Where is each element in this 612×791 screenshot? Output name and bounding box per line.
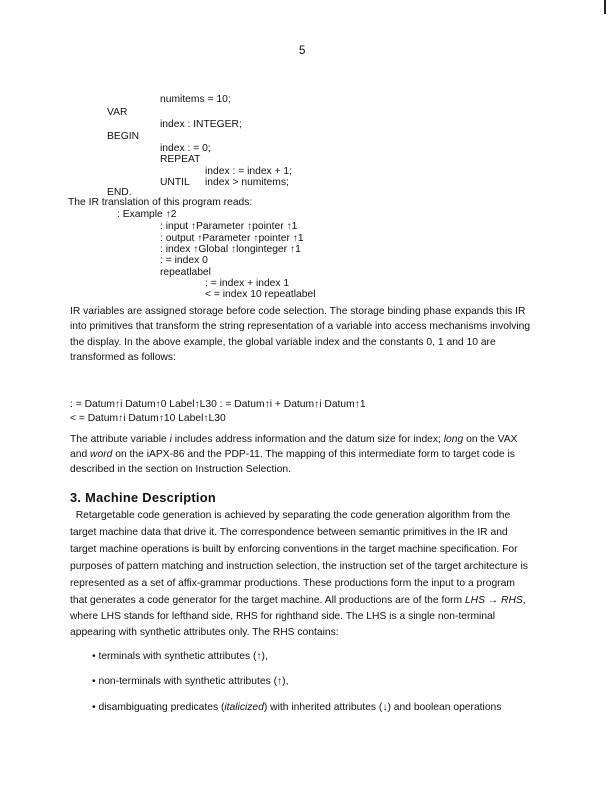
datum-line: : = Datum↑i Datum↑0 Label↑L30 : = Datum↑i + Datum↑i Datum↑1 — [70, 399, 366, 410]
text: and — [70, 449, 91, 460]
text: The attribute variable — [70, 434, 170, 445]
text-line: target machine data that drive it. The correspondence between semantic primitives in the IR and — [70, 527, 508, 538]
bullet-item: • terminals with synthetic attributes (↑), — [92, 651, 268, 662]
italic-text: i — [169, 434, 172, 445]
text-line: described in the section on Instruction Selection. — [70, 464, 291, 475]
datum-line: < = Datum↑i Datum↑10 Label↑L30 — [70, 413, 226, 424]
code-line: index > numitems; — [205, 177, 289, 188]
text: ) with inherited attributes (↓) and boolean operations — [263, 702, 502, 713]
code-line: UNTIL — [160, 177, 190, 188]
text-line: appearing with synthetic attributes only. The RHS contains: — [70, 627, 339, 638]
text-line: purposes of pattern matching and instruction selection, the instruction set of the target architecture is — [70, 561, 528, 572]
section-heading: 3. Machine Description — [70, 490, 216, 505]
ir-line: : output ↑Parameter ↑pointer ↑1 — [160, 233, 304, 244]
page-number: 5 — [299, 45, 306, 57]
bullet-item — [92, 702, 501, 714]
code-line: REPEAT — [160, 154, 201, 165]
text-line: Retargetable code generation is achieved by separating the code generation algorithm from the — [70, 510, 511, 521]
italic-text: LHS → RHS — [464, 595, 523, 606]
italic-text: word — [90, 449, 113, 460]
text: includes address information and the datum size for index; — [171, 434, 444, 445]
text-line — [70, 595, 526, 607]
code-line: END. — [107, 187, 132, 198]
ir-line: : = index 0 — [160, 255, 208, 266]
text-line: into primitives that transform the string representation of a variable into access mechanisms involving — [70, 321, 531, 332]
text-line — [70, 434, 517, 446]
text: that generates a code generator for the target machine. All productions are of the form — [70, 595, 465, 606]
text-line: IR variables are assigned storage before code selection. The storage binding phase expands this IR — [70, 306, 526, 317]
ir-line: repeatlabel — [160, 267, 211, 278]
code-line: index : = index + 1; — [205, 166, 293, 177]
ir-line: : index ↑Global ↑longinteger ↑1 — [160, 244, 301, 255]
ir-line: : = index + index 1 — [205, 278, 290, 289]
text-line: represented as a set of affix-grammar productions. These productions form the input to a program — [70, 578, 515, 589]
italic-text: italicized — [224, 702, 264, 713]
code-line: numitems = 10; — [160, 94, 231, 105]
text-line: target machine operations is built by enforcing conventions in the target machine specification. For — [70, 544, 518, 555]
text-line: where LHS stands for lefthand side, RHS for righthand side. The LHS is a single non-terminal — [70, 611, 496, 622]
code-line: BEGIN — [107, 131, 140, 142]
text: , — [522, 595, 526, 606]
ir-line: < = index 10 repeatlabel — [205, 289, 316, 300]
code-line: index : INTEGER; — [160, 119, 242, 130]
bullet-item: • non-terminals with synthetic attributes (↑), — [92, 676, 289, 687]
ir-line: : Example ↑2 — [117, 209, 177, 220]
text-line: the display. In the above example, the global variable index and the constants 0, 1 and 10 are — [70, 337, 496, 348]
ir-intro: The IR translation of this program reads: — [68, 197, 253, 208]
italic-text: long — [443, 434, 464, 445]
code-line: VAR — [107, 107, 128, 118]
text-line — [70, 449, 515, 461]
text: on the iAPX-86 and the PDP-11. The mapping of this intermediate form to target code is — [112, 449, 515, 460]
code-line: index : = 0; — [160, 143, 211, 154]
text-line: transformed as follows: — [70, 352, 176, 363]
scan-mark — [604, 0, 606, 14]
text: on the VAX — [463, 434, 518, 445]
ir-line: : input ↑Parameter ↑pointer ↑1 — [160, 221, 298, 232]
text: • disambiguating predicates ( — [92, 702, 225, 713]
